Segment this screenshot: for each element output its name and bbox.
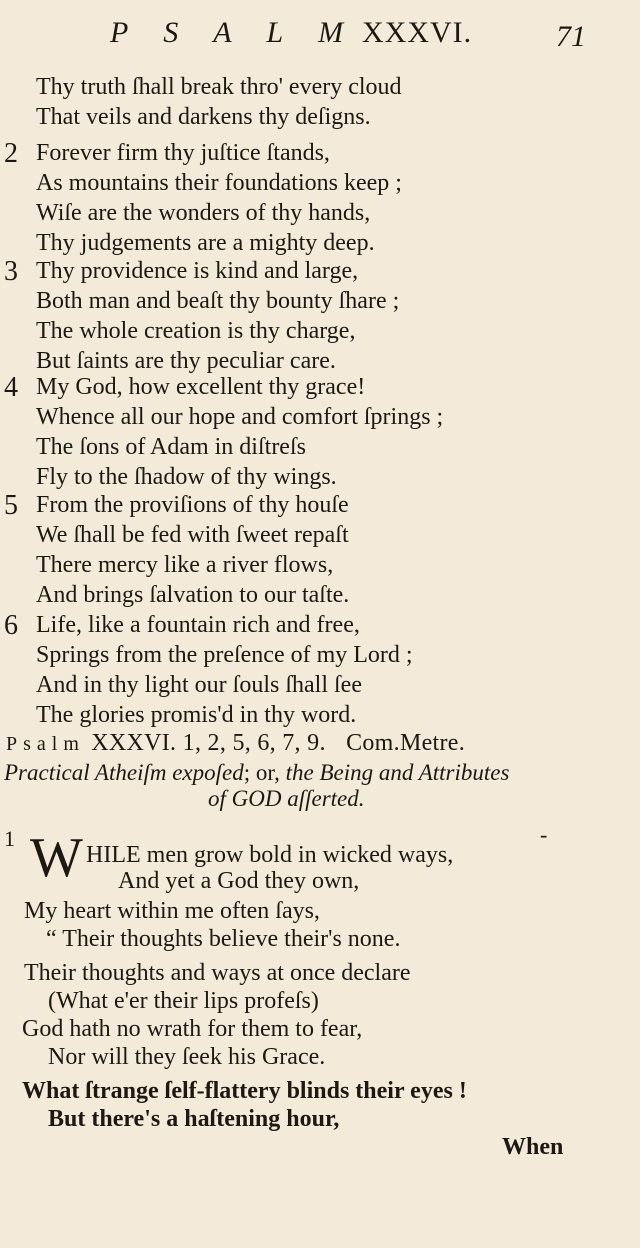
verse-line: The whole creation is thy charge,: [36, 318, 356, 344]
section-subtitle-cont: of GOD aſſerted.: [208, 786, 365, 811]
verse-line: Thy truth ſhall break thro' every cloud: [36, 74, 402, 100]
verse-line: And brings ſalvation to our taſte.: [36, 582, 350, 608]
verse-line: Life, like a fountain rich and free,: [36, 612, 360, 638]
verse-line: Their thoughts and ways at once declare: [24, 960, 411, 986]
stanza-number: 3: [4, 256, 18, 287]
subtitle-part-a: Practical Atheiſm expoſed: [4, 760, 244, 785]
stanza-number: 2: [4, 138, 18, 169]
section-heading: [6, 730, 465, 757]
verse-line: But there's a haſtening hour,: [48, 1106, 340, 1132]
verse-line: Thy judgements are a mighty deep.: [36, 230, 375, 256]
verse-line: What ſtrange ſelf-flattery blinds their eyes !: [22, 1078, 467, 1104]
verse-line: There mercy like a river flows,: [36, 552, 334, 578]
verse-line: That veils and darkens thy deſigns.: [36, 104, 371, 130]
verse-line: The ſons of Adam in diſtreſs: [36, 434, 306, 460]
heading-reference: XXXVI. 1, 2, 5, 6, 7, 9.: [91, 730, 326, 756]
drop-capital: W: [30, 827, 83, 889]
verse-line: As mountains their foundations keep ;: [36, 170, 402, 196]
header-title: P S A L M: [110, 16, 358, 49]
verse-line: My heart within me often ſays,: [24, 898, 320, 924]
verse-line: The glories promis'd in thy word.: [36, 702, 357, 728]
verse-line: Both man and beaſt thy bounty ſhare ;: [36, 288, 400, 314]
heading-psalm: Psalm: [6, 733, 85, 755]
running-header: [0, 16, 640, 56]
verse-line: Fly to the ſhadow of thy wings.: [36, 464, 337, 490]
stanza-number: 4: [4, 372, 18, 403]
verse-line: God hath no wrath for them to fear,: [22, 1016, 363, 1042]
verse-line: Forever firm thy juſtice ſtands,: [36, 140, 330, 166]
section-subtitle: [4, 760, 509, 786]
stray-dash: -: [540, 822, 548, 847]
stanza-number: 1: [4, 826, 15, 851]
verse-line: But ſaints are thy peculiar care.: [36, 348, 336, 374]
verse-line: HILE men grow bold in wicked ways,: [86, 842, 454, 868]
verse-line: My God, how excellent thy grace!: [36, 374, 366, 400]
verse-line: “ Their thoughts believe their's none.: [46, 926, 401, 952]
subtitle-part-b: the Being and Attributes: [285, 760, 510, 785]
verse-line: And in thy light our ſouls ſhall ſee: [36, 672, 362, 698]
header-psalm-number: XXXVI.: [362, 16, 473, 49]
heading-metre: Com.Metre.: [346, 730, 466, 756]
verse-line: (What e'er their lips profeſs): [48, 988, 319, 1014]
verse-line: Whence all our hope and comfort ſprings ;: [36, 404, 444, 430]
page-number: 71: [556, 20, 586, 53]
verse-line: Thy providence is kind and large,: [36, 258, 359, 284]
verse-line: Nor will they ſeek his Grace.: [48, 1044, 326, 1070]
subtitle-separator: ; or,: [243, 760, 280, 785]
verse-line: We ſhall be fed with ſweet repaſt: [36, 522, 349, 548]
stanza-number: 6: [4, 610, 18, 641]
verse-line: And yet a God they own,: [118, 868, 360, 894]
stanza-number: 5: [4, 490, 18, 521]
verse-line: From the proviſions of thy houſe: [36, 492, 349, 518]
catchword: When: [502, 1134, 564, 1160]
verse-line: Wiſe are the wonders of thy hands,: [36, 200, 371, 226]
verse-line: Springs from the preſence of my Lord ;: [36, 642, 413, 668]
